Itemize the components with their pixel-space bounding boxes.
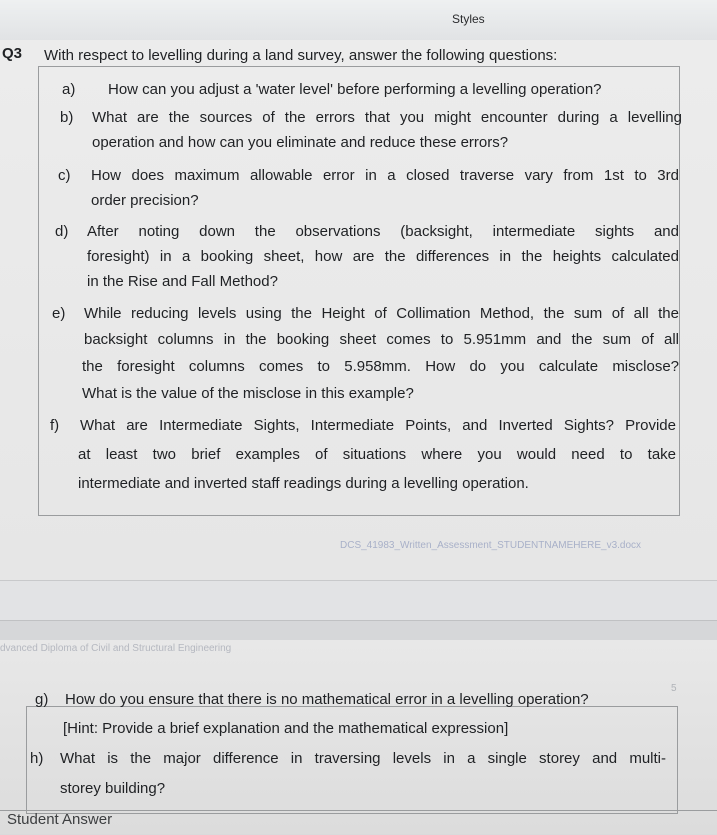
page-gap — [0, 580, 717, 621]
item-text-line: What is the value of the misclose in this example? — [82, 385, 414, 402]
question-number: Q3 — [2, 45, 23, 62]
item-text-line: in the Rise and Fall Method? — [87, 273, 278, 290]
ribbon-bar — [0, 0, 717, 41]
item-text-line: intermediate and inverted staff readings during a levelling operation. — [78, 475, 529, 492]
item-text-line: storey building? — [60, 780, 166, 797]
item-text-line: What are Intermediate Sights, Intermediate Points, and Inverted Sights? Provide — [80, 417, 676, 434]
item-label: g) — [35, 691, 49, 708]
item-label: d) — [55, 223, 69, 240]
page-break — [0, 620, 717, 641]
item-text-line: How does maximum allowable error in a closed traverse vary from 1st to 3rd — [91, 167, 679, 184]
item-text-line: How do you ensure that there is no mathematical error in a levelling operation? — [65, 691, 589, 708]
page-number: 5 — [671, 683, 677, 694]
item-text-line: at least two brief examples of situations where you would need to take — [78, 446, 676, 463]
item-label: h) — [30, 750, 44, 767]
item-label: c) — [58, 167, 71, 184]
document-filename: DCS_41983_Written_Assessment_STUDENTNAMEHERE_v3.docx — [340, 540, 642, 551]
student-answer-label: Student Answer — [7, 811, 113, 828]
item-label: e) — [52, 305, 66, 322]
item-text-line: While reducing levels using the Height of Collimation Method, the sum of all the — [84, 305, 679, 322]
item-label: b) — [60, 109, 74, 126]
item-text-line: After noting down the observations (backsight, intermediate sights and — [87, 223, 679, 240]
item-text-line: the foresight columns comes to 5.958mm. How do you calculate misclose? — [82, 358, 679, 375]
styles-button[interactable]: Styles — [452, 12, 485, 26]
item-text-line: What are the sources of the errors that you might encounter during a levelling — [92, 109, 682, 126]
student-answer-row[interactable] — [0, 810, 717, 835]
item-text-line: foresight) in a booking sheet, how are the differences in the heights calculated — [87, 248, 679, 265]
item-label: f) — [50, 417, 60, 434]
question-title: With respect to levelling during a land survey, answer the following questions: — [44, 47, 558, 64]
item-text-line: backsight columns in the booking sheet comes to 5.951mm and the sum of all — [84, 331, 679, 348]
item-text-line: [Hint: Provide a brief explanation and the mathematical expression] — [63, 720, 509, 737]
item-text-line: How can you adjust a 'water level' before performing a levelling operation? — [108, 81, 602, 98]
page-footer: dvanced Diploma of Civil and Structural Engineering — [0, 643, 232, 654]
item-text-line: What is the major difference in traversing levels in a single storey and multi- — [60, 750, 666, 767]
item-text-line: operation and how can you eliminate and reduce these errors? — [92, 134, 509, 151]
item-text-line: order precision? — [91, 192, 199, 209]
item-label: a) — [62, 81, 76, 98]
